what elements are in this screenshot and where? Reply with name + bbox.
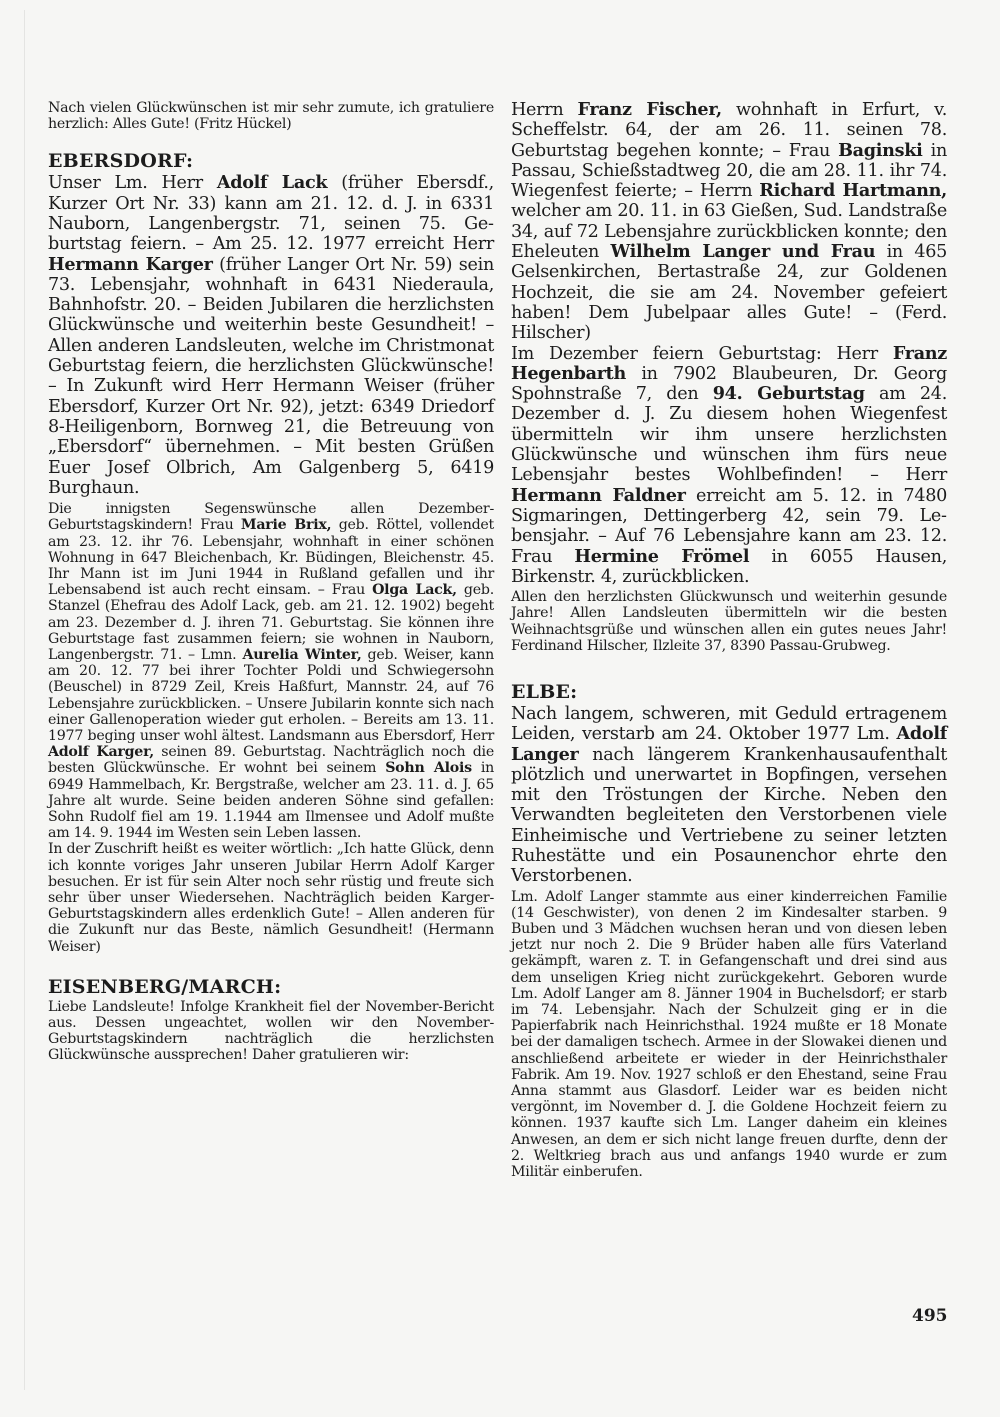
text-run: am 24. Dezember d. J. Zu diesem hohen Wiegenfest übermitteln wir ihm unsere herzlichsten Glückwünsche und wünschen ihm fürs neue Lebensjahr bestes Wohlbefinden! – Herr [511,384,947,486]
text-run: in Passau, Schießstadtweg 20, die am 28. 11. ihr 74. Wiegenfest feierte; – Herrn [511,140,947,202]
text-run: in 6949 Hammelbach, Kr. Bergstraße, welcher am 23. 11. d. J. 65 Jahre alt wurde. Seine beiden anderen Söhne sind gefallen: Sohn Rudolf fiel am 19. 1.1944 am Ilmensee und Adolf mußte am 14. 9. 1944 im Westen sein Leben lassen. [48,760,495,842]
person-name: Marie Brix, [240,517,332,534]
right-column [511,100,947,1180]
ebersdorf-paragraph-1 [48,173,494,498]
text-run: nach längerem Krankenhausaufenthalt plötzlich und unerwartet in Bopfingen, versehen mit den Tröstungen der Kirche. Neben den Verwandten begleiteten den Verstorbenen viele Einheimische und Vertriebene zu seiner letzten Ruhestätte und ein Posaunenchor ehrte den Verstorbenen. [511,744,947,887]
text-run: in 6055 Hausen, Birkenstr. 4, zurückblicken. [511,546,947,587]
page-number: 495 [912,1306,948,1326]
person-name: Wilhelm Langer und Frau [610,241,876,263]
person-name: Hermine Frömel [574,545,750,567]
person-name: Adolf Langer [511,723,947,765]
intro-paragraph: Nach vielen Glückwünschen ist mir sehr zumute, ich gratuliere herzlich: Alles Gute! (Fritz Hückel) [48,100,494,133]
text-run: (früher Ebersdf., Kurzer Ort Nr. 33) kann am 21. 12. d. J. in 6331 Nauborn, Langenbergstr. 71, seinen 75. Geburtstag feiern. – Am 25. 12. 1977 erreicht Herr [48,173,494,255]
person-name: Sohn Alois [385,760,472,777]
elbe-paragraph-1 [511,704,947,887]
text-run: Unser Lm. Herr [48,173,217,194]
text-run: erreicht am 5. 12. in 7480 Sigmaringen, Dettingerberg 42, sein 79. Lebensjahr. – Auf 76 Lebensjahre kann am 23. 12. Frau [511,485,947,567]
eisenberg-paragraph-2 [511,100,947,344]
person-name: Hermann Faldner [511,484,686,506]
person-name: Adolf Lack [216,172,328,194]
person-name: Richard Hartmann, [759,180,947,202]
text-run: geb. Weiser, kann am 20. 12. 77 bei ihrer Tochter Poldi und Schwiegersohn (Beuschel) in 8729 Zeil, Kreis Haßfurt, Mannstr. 24, auf 76 Lebensjahre zurückblicken. – Unsere Jubilarin konnte sich nach einer Gallenoperation wieder gut erholen. – Bereits am 13. 11. 1977 beging unser wohl ältest. Landsmann aus Ebersdorf, Herr [48,646,494,744]
text-run: geb. Stanzel (Ehefrau des Adolf Lack, geb. am 21. 12. 1902) begeht am 23. Dezember d. J. ihren 71. Geburtstag. Sie können ihre Geburtstage fast zusammen feiern; sie wohnen in Nauborn, Langenbergstr. 71. – Lmn. [48,582,494,663]
section-heading-ebersdorf: EBERSDORF: [48,150,194,173]
elbe-paragraph-2: Lm. Adolf Langer stammte aus einer kinderreichen Familie (14 Geschwister), von denen 2 im Kindesalter starben. 9 Buben und 3 Mädchen wuchsen heran und von diesen leben jetzt nur noch 2. Die 9 Brüder haben alle fürs Vaterland gekämpft, waren z. T. in Gefangenschaft und drei sind aus dem unseligen Krieg nicht zurückgekehrt. Geboren wurde Lm. Adolf Langer am 8. Jänner 1904 in Buchelsdorf; er starb im 74. Lebensjahr. Nach der Schulzeit ging er in die Papierfabrik nach Heinrichsthal. 1924 mußte er 18 Monate bei der damaligen tschech. Armee in der Slowakei dienen und anschließend arbeitete er wieder in der Heinrichsthaler Fabrik. Am 19. Nov. 1927 schloß er den Ehestand, seine Frau Anna stammt aus Glasdorf. Leider war es beiden nicht vergönnt, im November d. J. die Goldene Hochzeit feiern zu können. 1937 kaufte sich Lm. Langer daheim ein kleines Anwesen, an dem er sich nicht lange freuen durfte, denn der 2. Weltkrieg brach aus und anfangs 1940 wurde er zum Militär einberufen. [511,888,947,1181]
text-run: Nach langem, schweren, mit Geduld ertragenem Leiden, verstarb am 24. Oktober 1977 Lm. [511,703,947,745]
text-run: Im Dezember feiern Geburtstag: Herr [511,343,893,364]
person-name: Franz Hegenbarth [511,342,947,384]
eisenberg-closing-paragraph: Allen den herzlichsten Glückwunsch und weiterhin gesunde Jahre! Allen Landsleuten übermitteln wir die besten Weihnachtsgrüße und wünschen allen ein gutes neues Jahr! Ferdinand Hilscher, Ilzleite 37, 8390 Passau-Grubweg. [511,589,947,654]
section-heading-elbe: ELBE: [511,680,578,703]
ebersdorf-paragraph-2 [48,501,494,841]
text-run: welcher am 20. 11. in 63 Gießen, Sud. Landstraße 34, auf 72 Lebensjahre zurückblicken konnte; den Eheleuten [511,201,947,263]
text-run: seinen 89. Geburtstag. Nachträglich noch die besten Glückwünsche. Er wohnt bei seinem [48,744,494,777]
emphasis: 94. Geburtstag [712,383,865,405]
person-name: Franz Fischer, [577,99,722,120]
person-name: Adolf Karger, [48,744,154,761]
person-name: Hermann Karger [48,253,213,275]
text-run: Die innigsten Segenswünsche allen Dezember-Geburtstagskindern! Frau [48,501,494,534]
text-run: Herrn [511,100,578,120]
text-run: in 465 Gelsenkirchen, Bertastraße 24, zur Goldenen Hochzeit, die sie am 24. November gefeiert haben! Dem Jubelpaar alles Gute! – (Ferd. Hilscher) [511,242,947,344]
text-run: geb. Röttel, vollendet am 23. 12. ihr 76. Lebensjahr, wohnhaft in einer schönen Wohnung in 647 Bleichenbach, Kr. Büdingen, Bleichenstr. 45. Ihr Mann ist im Juni 1944 in Rußland gefallen und ihr Lebensabend ist auch recht einsam. – Frau [48,517,495,599]
person-name: Baginski [838,139,923,161]
text-run: (früher Langer Ort Nr. 59) sein 73. Lebensjahr, wohnhaft in 6431 Niederaula, Bahnhofstr. 20. – Beiden Jubilaren die herzlichsten Glückwünsche und weiterhin beste Gesundheit! – Allen anderen Landsleuten, welche im Christmonat Geburtstag feiern, die herzlichsten Glückwünsche! – In Zukunft wird Herr Hermann Weiser (früher Ebersdorf, Kurzer Ort Nr. 92), jetzt: 6349 Driedorf 8-Heiligenborn, Bornweg 21, die Betreuung von „Ebersdorf“ übernehmen. – Mit besten Grüßen Euer Josef Olbrich, Am Galgenberg 5, 6419 Burghaun. [48,254,494,498]
text-run: in 7902 Blaubeuren, Dr. Georg Spohnstraße 7, den [511,363,947,405]
page-edge-shadow [24,10,25,1390]
text-run: wohnhaft in Erfurt, v. Scheffelstr. 64, der am 26. 11. seinen 78. Geburtstag begehen konnte; – Frau [511,100,947,161]
eisenberg-paragraph-1: Liebe Landsleute! Infolge Krankheit fiel der November-Bericht aus. Dessen ungeachtet, wollen wir den November-Geburtstagskindern nachträglich die herzlichsten Glückwünsche aussprechen! Daher gratulieren wir: [48,998,494,1064]
left-column [48,100,494,1064]
eisenberg-paragraph-3 [511,344,947,588]
ebersdorf-paragraph-3: In der Zuschrift heißt es weiter wörtlich: „Ich hatte Glück, denn ich konnte voriges Jahr unseren Jubilar Herrn Adolf Karger besuchen. Er ist für sein Alter noch sehr rüstig und freute sich sehr über unser Wiedersehen. Nachträglich beiden Karger-Geburtstagskindern alles erdenklich Gute! – Allen anderen für die Zukunft nur das Beste, nämlich Gesundheit! (Hermann Weiser) [48,841,494,955]
person-name: Aurelia Winter, [242,646,362,663]
section-heading-eisenberg-march: EISENBERG/MARCH: [48,975,282,998]
person-name: Olga Lack, [372,582,457,599]
